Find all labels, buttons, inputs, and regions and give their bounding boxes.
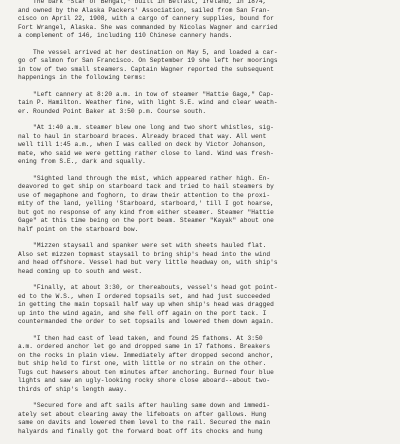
- text-line: tain P. Hamilton. Weather fine, with light S.E. wind and clear weath-: [18, 99, 278, 106]
- text-line: "At 1:40 a.m. steamer blew one long and two short whistles, sig-: [18, 124, 274, 131]
- document-body: [18, 0, 390, 444]
- text-line: but ship held to first one, with little or no strain on the other.: [18, 360, 267, 367]
- text-line: use of megaphone and foghorn, to draw their attention to the proxi-: [18, 191, 271, 199]
- paragraph: [18, 335, 390, 395]
- text-line: "I then had cast of lead taken, and found 25 fathoms. At 3:50: [18, 334, 263, 342]
- paragraph: [18, 284, 390, 327]
- paragraph: [18, 402, 390, 436]
- text-line: half point on the starboard bow.: [18, 225, 139, 233]
- text-line: well till 1:45 a.m., when I was called on deck by Victor Johanson,: [18, 141, 267, 148]
- text-line: halyards and finally got the forward boat off its chocks and hung: [18, 427, 263, 435]
- text-line: ening from S.E., dark and squally.: [18, 158, 146, 165]
- paragraph: [18, 242, 390, 276]
- text-line: a.m. ordered anchor let go and dropped same in 17 fathoms. Breakers: [18, 343, 271, 350]
- paragraph: [18, 91, 390, 117]
- text-line: head coming up to south and west.: [18, 267, 143, 275]
- text-line: on the rocks in plain view. Immediately after dropped second anchor,: [18, 351, 274, 359]
- text-line: Also set mizzen topmast staysail to bring ship's head into the wind: [18, 250, 271, 258]
- text-line: in tow of two small steamers. Captain Wagner reported the subsequent: [18, 65, 274, 73]
- text-line: up into the wind again, and she fell off again on the port tack. I: [18, 309, 267, 317]
- text-line: mate, who said we were getting rather close to land. Wind was fresh-: [18, 149, 274, 157]
- text-line: same on davits and lowered them level to the rail. Secured the main: [18, 419, 271, 426]
- text-line: "Sighted land through the mist, which appeared rather high. En-: [18, 174, 271, 182]
- paragraph: [18, 0, 390, 41]
- text-line: in getting the main topsail half way up when ship's head was dragged: [18, 301, 274, 308]
- paragraph: [18, 124, 390, 167]
- text-line: Gage" at this time being on the port beam. Steamer "Kayak" about one: [18, 217, 274, 224]
- text-line: "Left cannery at 8:20 a.m. in tow of steamer "Hattie Gage," Cap-: [18, 90, 274, 98]
- text-line: ed to the W.S., when I ordered topsails set, and had just succeeded: [18, 292, 271, 300]
- text-line: cisco on April 22, 1908, with a cargo of cannery supplies, bound for: [18, 15, 274, 22]
- paragraph: [18, 175, 390, 235]
- text-line: go of salmon for San Francisco. On September 19 she left her moorings: [18, 57, 278, 64]
- text-line: Tugs cut hawsers about ten minutes after anchoring. Burned four blue: [18, 368, 274, 376]
- text-line: "Finally, at about 3:30, or thereabouts, vessel's head got point-: [18, 284, 278, 291]
- text-line: lights and saw an ugly-looking rocky shore close aboard--about two-: [18, 377, 271, 384]
- text-line: thirds of ship's length away.: [18, 385, 128, 393]
- text-line: "Secured fore and aft sails after hauling same down and immedi-: [18, 402, 271, 409]
- text-line: The bark "Star of Bengal," built in Belfast, Ireland, in 1874,: [18, 0, 267, 5]
- text-line: mity of the land, yelling 'Starboard, starboard,' till I got hoarse,: [18, 200, 274, 207]
- text-line: deavored to get ship on starboard tack and tried to hail steamers by: [18, 183, 274, 190]
- paragraph: [18, 49, 390, 83]
- text-line: a complement of 146, including 110 Chinese cannery hands.: [18, 32, 233, 39]
- text-line: Fort Wrangel, Alaska. She was commanded by Nicolas Wagner and carried: [18, 23, 278, 31]
- text-line: happenings in the following terms:: [18, 74, 146, 81]
- text-line: The vessel arrived at her destination on May 5, and loaded a car-: [18, 48, 278, 56]
- text-line: but got no response of any kind from either steamer. Steamer "Hattie: [18, 208, 274, 216]
- text-line: countermanded the order to set topsails and lowered them down again.: [18, 318, 274, 325]
- text-line: er. Rounded Point Baker at 3:50 p.m. Course south.: [18, 107, 207, 115]
- text-line: and owned by the Alaska Packers' Association, sailed from San Fran-: [18, 6, 271, 14]
- text-line: and head offshore. Vessel had but very little headway on, with ship's: [18, 259, 278, 266]
- text-line: "Mizzen staysail and spanker were set with sheets hauled flat.: [18, 242, 267, 249]
- text-line: ately set about clearing away the lifeboats on after gallows. Hung: [18, 410, 267, 418]
- text-line: nal to haul in starboard braces. Already braced that way. All went: [18, 132, 267, 140]
